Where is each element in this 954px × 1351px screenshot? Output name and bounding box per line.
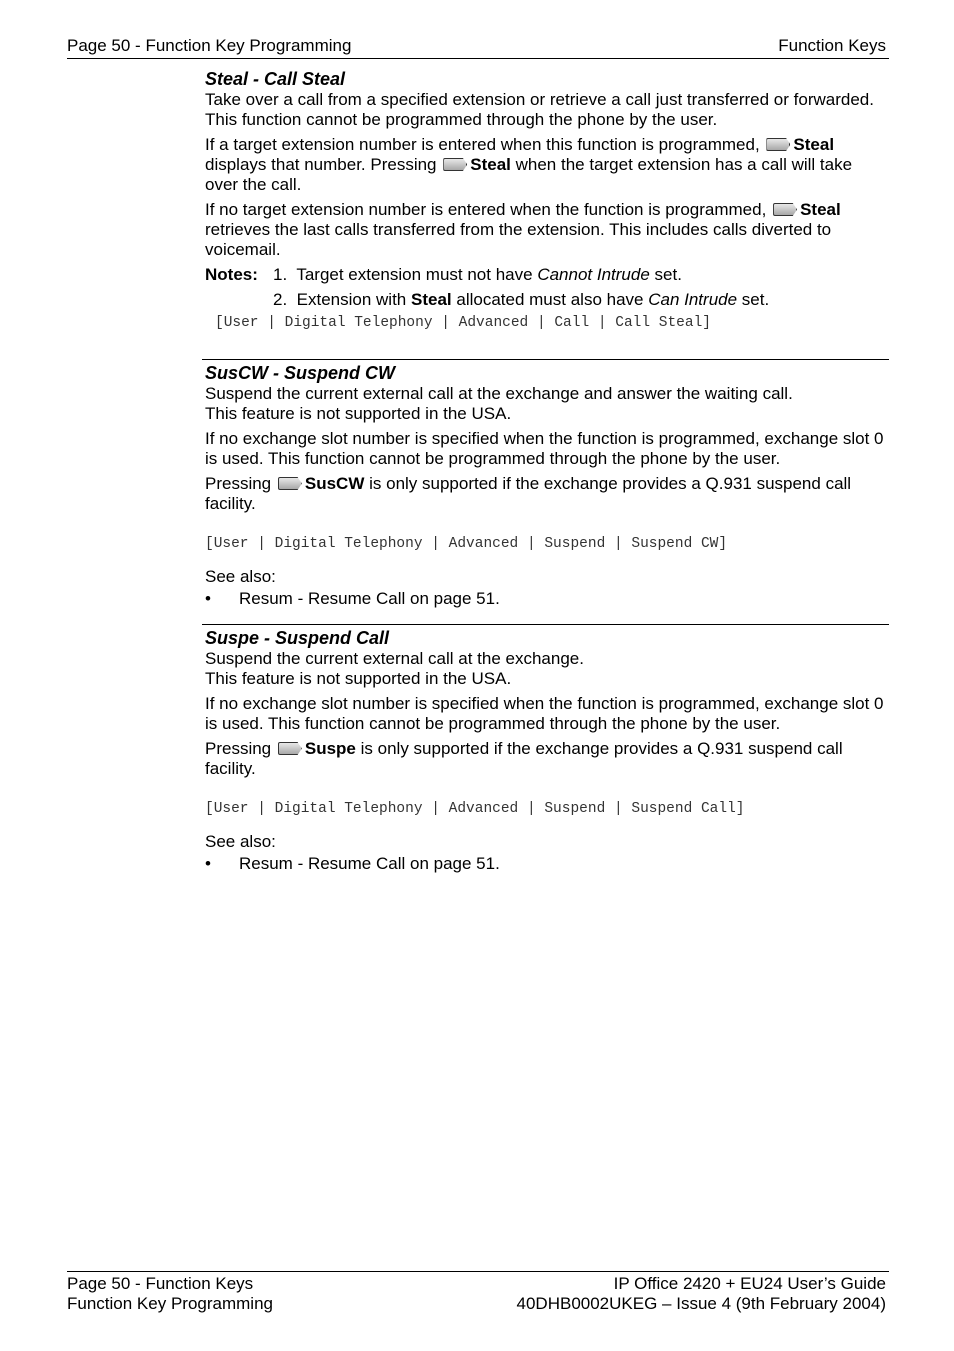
bullet: • (205, 854, 211, 873)
see-also-label: See also: (205, 832, 276, 851)
paragraph (205, 135, 889, 195)
note-number: 1. (273, 265, 288, 284)
text: Target extension must not have (296, 265, 533, 284)
text: set. (654, 265, 682, 284)
menu-path: [User | Digital Telephony | Advanced | Suspend | Suspend Call] (205, 801, 745, 817)
note-1 (205, 265, 889, 290)
header-left: Page 50 - Function Key Programming (67, 36, 352, 55)
section-title: Suspe - Suspend Call (205, 628, 390, 648)
emphasis: Cannot Intrude (537, 265, 650, 284)
page-header (67, 36, 889, 59)
see-also-link[interactable]: Resum - Resume Call on page 51. (239, 589, 500, 608)
paragraph: Take over a call from a specified extension or retrieve a call just transferred or forwarded. This function cannot be programmed through the phone by the user. (205, 90, 874, 129)
section-title: SusCW - Suspend CW (205, 363, 395, 383)
paragraph (205, 474, 889, 514)
paragraph (205, 200, 889, 260)
see-also-link[interactable]: Resum - Resume Call on page 51. (239, 854, 500, 873)
paragraph: This feature is not supported in the USA. (205, 404, 512, 423)
text: set. (741, 290, 770, 309)
see-also-label: See also: (205, 567, 276, 586)
menu-path: [User | Digital Telephony | Advanced | Call | Call Steal] (215, 315, 711, 331)
paragraph: If no exchange slot number is specified when the function is programmed, exchange slot 0 is used. This function cannot be programmed through the phone by the user. (205, 429, 884, 468)
text: displays that number. Pressing (205, 155, 437, 174)
paragraph: If no exchange slot number is specified when the function is programmed, exchange slot 0 is used. This function cannot be programmed through the phone by the user. (205, 694, 884, 733)
function-key-icon (766, 138, 790, 151)
text: retrieves the last calls transferred from the extension. This includes calls diverted to voicemail. (205, 220, 832, 259)
section-steal (205, 68, 889, 359)
note-text (273, 290, 769, 310)
text: Extension with (296, 290, 407, 309)
text: allocated must also have (456, 290, 644, 309)
see-also-item (205, 589, 889, 609)
note-text (273, 265, 682, 285)
footer-row (67, 1294, 889, 1314)
text: If no target extension number is entered when the function is programmed, (205, 200, 767, 219)
text: Pressing (205, 474, 272, 493)
menu-path: [User | Digital Telephony | Advanced | Suspend | Suspend CW] (205, 536, 728, 552)
page-content (205, 68, 889, 874)
note-number: 2. (273, 290, 288, 309)
section-title: Steal - Call Steal (205, 69, 346, 89)
divider (202, 359, 889, 360)
key-label: Suspe (304, 739, 356, 758)
footer-left-2: Function Key Programming (67, 1294, 273, 1313)
section-suscw (205, 362, 889, 609)
page-footer (67, 1271, 889, 1314)
bold-text: Steal (411, 290, 452, 309)
text: is only supported if the exchange provides a Q.931 suspend call facility. (205, 739, 843, 778)
footer-left-1: Page 50 - Function Keys (67, 1274, 254, 1293)
see-also-item (205, 854, 889, 874)
paragraph: This feature is not supported in the USA. (205, 669, 512, 688)
header-right: Function Keys (778, 36, 886, 55)
notes-label: Notes: (205, 265, 258, 284)
text: Pressing (205, 739, 272, 758)
emphasis: Can Intrude (648, 290, 738, 309)
bullet: • (205, 589, 211, 608)
key-label: SusCW (304, 474, 365, 493)
divider (202, 624, 889, 625)
text: If a target extension number is entered when this function is programmed, (205, 135, 760, 154)
footer-right-2: 40DHB0002UKEG – Issue 4 (9th February 2004) (516, 1294, 886, 1313)
function-key-icon (278, 477, 302, 490)
note-2 (205, 290, 889, 315)
function-key-icon (443, 158, 467, 171)
key-label: Steal (470, 155, 511, 174)
function-key-icon (278, 742, 302, 755)
paragraph: Suspend the current external call at the exchange. (205, 649, 584, 668)
footer-right-1: IP Office 2420 + EU24 User’s Guide (613, 1274, 886, 1293)
text: is only supported if the exchange provides a Q.931 suspend call facility. (205, 474, 852, 513)
paragraph: Suspend the current external call at the exchange and answer the waiting call. (205, 384, 793, 403)
key-label: Steal (793, 135, 835, 154)
section-suspe (205, 627, 889, 874)
function-key-icon (773, 203, 797, 216)
paragraph (205, 739, 889, 779)
text: when the target extension has a call will take over the call. (205, 155, 853, 194)
key-label: Steal (800, 200, 841, 219)
footer-row (67, 1274, 889, 1294)
